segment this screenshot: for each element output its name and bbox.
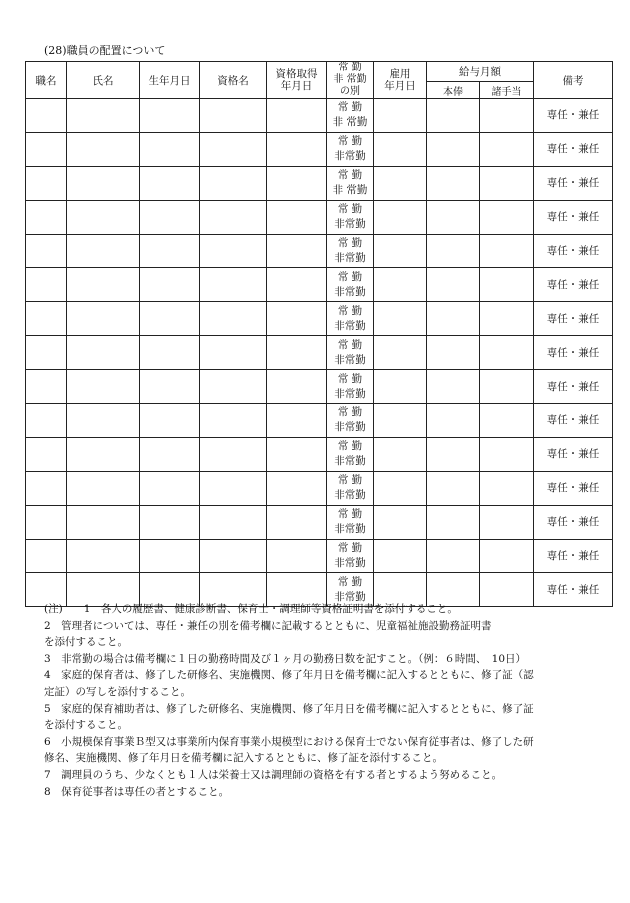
shokumei-cell[interactable] xyxy=(26,302,67,336)
shikaku-date-cell[interactable] xyxy=(267,99,327,133)
jokin-betsu-cell xyxy=(327,234,374,268)
table-row xyxy=(26,166,613,200)
shikakumei-cell[interactable] xyxy=(200,336,267,370)
shikaku-date-cell[interactable] xyxy=(267,166,327,200)
shikaku-date-cell[interactable] xyxy=(267,132,327,166)
jokin-label: 常 勤 xyxy=(337,372,363,385)
shimei-cell[interactable] xyxy=(67,302,140,336)
table-row xyxy=(26,268,613,302)
hijokin-label: 非 常勤 xyxy=(332,116,368,129)
shokumei-cell[interactable] xyxy=(26,99,67,133)
teate-cell[interactable] xyxy=(480,234,534,268)
koyo-date-cell[interactable] xyxy=(374,336,427,370)
note-line: 3 非常勤の場合は備考欄に１日の勤務時間及び１ヶ月の勤務日数を記すこと。（例：６時間、 10日） xyxy=(44,652,527,665)
teate-cell[interactable] xyxy=(480,302,534,336)
koyo-date-cell[interactable] xyxy=(374,132,427,166)
shimei-cell[interactable] xyxy=(67,336,140,370)
jokin-label: 常 勤 xyxy=(337,508,363,521)
header-shikaku-date xyxy=(267,62,327,99)
note-line: 8 保育従事者は専任の者とすること。 xyxy=(44,785,230,798)
jokin-label: 常 勤 xyxy=(337,270,363,283)
shikakumei-cell[interactable] xyxy=(200,370,267,404)
biko-cell xyxy=(534,437,613,471)
section-title: (28)職員の配置について xyxy=(44,44,166,57)
biko-cell xyxy=(534,336,613,370)
koyo-date-cell[interactable] xyxy=(374,99,427,133)
senin-kennin-label: 専任・兼任 xyxy=(546,516,600,529)
note-line: 5 家庭的保育補助者は、修了した研修名、実施機関、修了年月日を備考欄に記入するとともに、修了証 xyxy=(44,702,534,715)
teate-cell[interactable] xyxy=(480,200,534,234)
note-line: を添付すること。 xyxy=(44,636,128,649)
seinengappi-cell[interactable] xyxy=(140,99,200,133)
honpo-cell[interactable] xyxy=(427,437,480,471)
header-biko: 備考 xyxy=(534,62,613,99)
teate-cell[interactable] xyxy=(480,505,534,539)
shikakumei-cell[interactable] xyxy=(200,471,267,505)
table-row xyxy=(26,302,613,336)
biko-cell xyxy=(534,234,613,268)
senin-kennin-label: 専任・兼任 xyxy=(546,312,600,325)
jokin-label: 常 勤 xyxy=(337,135,363,148)
shikaku-date-cell[interactable] xyxy=(267,336,327,370)
note-line: (注) 1 各人の履歴書、健康診断書、保育士・調理師等資格証明書を添付すること。 xyxy=(44,603,458,615)
shimei-cell[interactable] xyxy=(67,268,140,302)
teate-cell[interactable] xyxy=(480,370,534,404)
honpo-cell[interactable] xyxy=(427,166,480,200)
shikakumei-cell[interactable] xyxy=(200,505,267,539)
jokin-label: 常 勤 xyxy=(337,169,363,182)
jokin-label: 常 勤 xyxy=(337,237,363,249)
header-koyo-line2: 年月日 xyxy=(384,80,416,92)
seinengappi-cell[interactable] xyxy=(140,336,200,370)
table-row xyxy=(26,437,613,471)
jokin-label: 常 勤 xyxy=(337,575,363,588)
jokin-label: 常 勤 xyxy=(337,338,363,351)
hijokin-label: 非常勤 xyxy=(334,387,366,400)
seinengappi-cell[interactable] xyxy=(140,268,200,302)
honpo-cell[interactable] xyxy=(427,234,480,268)
shokumei-cell[interactable] xyxy=(26,200,67,234)
shikaku-date-cell[interactable] xyxy=(267,437,327,471)
koyo-date-cell[interactable] xyxy=(374,404,427,438)
shikakumei-cell[interactable] xyxy=(200,200,267,234)
seinengappi-cell[interactable] xyxy=(140,437,200,471)
jokin-betsu-cell xyxy=(327,370,374,404)
senin-kennin-label: 専任・兼任 xyxy=(546,278,600,291)
shokumei-cell[interactable] xyxy=(26,336,67,370)
hijokin-label: 非常勤 xyxy=(334,489,366,502)
koyo-date-cell[interactable] xyxy=(374,370,427,404)
shimei-cell[interactable] xyxy=(67,200,140,234)
shokumei-cell[interactable] xyxy=(26,437,67,471)
jokin-label: 常 勤 xyxy=(337,542,363,555)
header-koyo-line1: 雇用 xyxy=(389,68,411,80)
table-row xyxy=(26,200,613,234)
shokumei-cell[interactable] xyxy=(26,370,67,404)
shokumei-cell[interactable] xyxy=(26,132,67,166)
table-row xyxy=(26,370,613,404)
seinengappi-cell[interactable] xyxy=(140,200,200,234)
biko-cell xyxy=(534,166,613,200)
header-koyo-date xyxy=(374,62,427,99)
honpo-cell[interactable] xyxy=(427,539,480,573)
note-line: 6 小規模保育事業Ｂ型又は事業所内保育事業小規模型における保育士でない保育従事者は、修了した研 xyxy=(44,735,534,748)
seinengappi-cell[interactable] xyxy=(140,539,200,573)
header-jokin-line1: 常 勤 xyxy=(338,62,362,73)
header-shimei: 氏名 xyxy=(67,62,140,99)
koyo-date-cell[interactable] xyxy=(374,437,427,471)
hijokin-label: 非常勤 xyxy=(334,523,366,536)
jokin-label: 常 勤 xyxy=(337,304,363,317)
table-row xyxy=(26,505,613,539)
shimei-cell[interactable] xyxy=(67,234,140,268)
senin-kennin-label: 専任・兼任 xyxy=(546,583,600,596)
jokin-label: 常 勤 xyxy=(337,440,363,453)
biko-cell xyxy=(534,200,613,234)
note-line: 修名、実施機関、修了年月日を備考欄に記入するとともに、修了証を添付すること。 xyxy=(44,752,443,765)
shimei-cell[interactable] xyxy=(67,132,140,166)
honpo-cell[interactable] xyxy=(427,505,480,539)
shokumei-cell[interactable] xyxy=(26,505,67,539)
shikakumei-cell[interactable] xyxy=(200,234,267,268)
hijokin-label: 非常勤 xyxy=(334,285,366,298)
shikakumei-cell[interactable] xyxy=(200,268,267,302)
shikaku-date-cell[interactable] xyxy=(267,268,327,302)
jokin-betsu-cell xyxy=(327,404,374,438)
jokin-betsu-cell xyxy=(327,471,374,505)
shikakumei-cell[interactable] xyxy=(200,302,267,336)
senin-kennin-label: 専任・兼任 xyxy=(546,245,600,257)
shimei-cell[interactable] xyxy=(67,99,140,133)
hijokin-label: 非常勤 xyxy=(334,150,366,163)
table-row xyxy=(26,539,613,573)
shikakumei-cell[interactable] xyxy=(200,539,267,573)
shimei-cell[interactable] xyxy=(67,437,140,471)
biko-cell xyxy=(534,99,613,133)
senin-kennin-label: 専任・兼任 xyxy=(546,550,600,563)
biko-cell xyxy=(534,471,613,505)
seinengappi-cell[interactable] xyxy=(140,370,200,404)
shimei-cell[interactable] xyxy=(67,370,140,404)
honpo-cell[interactable] xyxy=(427,200,480,234)
koyo-date-cell[interactable] xyxy=(374,302,427,336)
jokin-betsu-cell xyxy=(327,166,374,200)
seinengappi-cell[interactable] xyxy=(140,132,200,166)
shokumei-cell[interactable] xyxy=(26,539,67,573)
note-line: を添付すること。 xyxy=(44,719,128,732)
senin-kennin-label: 専任・兼任 xyxy=(546,143,600,156)
table-row xyxy=(26,471,613,505)
shikakumei-cell[interactable] xyxy=(200,437,267,471)
biko-cell xyxy=(534,505,613,539)
shokumei-cell[interactable] xyxy=(26,166,67,200)
koyo-date-cell[interactable] xyxy=(374,234,427,268)
shokumei-cell[interactable] xyxy=(26,234,67,268)
jokin-label: 常 勤 xyxy=(337,474,363,487)
honpo-cell[interactable] xyxy=(427,132,480,166)
header-seinengappi: 生年月日 xyxy=(140,62,200,99)
header-jokin-betsu xyxy=(327,62,374,99)
shikaku-date-cell[interactable] xyxy=(267,404,327,438)
shikakumei-cell[interactable] xyxy=(200,99,267,133)
header-jokin-line3: の別 xyxy=(340,86,360,97)
table-row xyxy=(26,336,613,370)
hijokin-label: 非常勤 xyxy=(334,218,366,231)
shikaku-date-cell[interactable] xyxy=(267,505,327,539)
honpo-cell[interactable] xyxy=(427,404,480,438)
shimei-cell[interactable] xyxy=(67,404,140,438)
header-shikakumei: 資格名 xyxy=(200,62,267,99)
header-jokin-line2: 非 常勤 xyxy=(333,74,367,85)
biko-cell xyxy=(534,132,613,166)
header-honpo: 本俸 xyxy=(427,82,480,99)
shimei-cell[interactable] xyxy=(67,539,140,573)
header-kyuyo: 給与月額 xyxy=(427,62,534,82)
note-line: 7 調理員のうち、少なくとも１人は栄養士又は調理師の資格を有する者とするよう努めること。 xyxy=(44,768,503,781)
note-line: 4 家庭的保育者は、修了した研修名、実施機関、修了年月日を備考欄に記入するとともに、修了証（認 xyxy=(44,669,534,682)
senin-kennin-label: 専任・兼任 xyxy=(546,346,600,359)
teate-cell[interactable] xyxy=(480,132,534,166)
hijokin-label: 非常勤 xyxy=(334,590,366,603)
shokumei-cell[interactable] xyxy=(26,268,67,302)
shikaku-date-cell[interactable] xyxy=(267,234,327,268)
koyo-date-cell[interactable] xyxy=(374,268,427,302)
teate-cell[interactable] xyxy=(480,471,534,505)
shokumei-cell[interactable] xyxy=(26,404,67,438)
shikaku-date-cell[interactable] xyxy=(267,302,327,336)
jokin-betsu-cell xyxy=(327,132,374,166)
table-row xyxy=(26,132,613,166)
honpo-cell[interactable] xyxy=(427,268,480,302)
koyo-date-cell[interactable] xyxy=(374,539,427,573)
shikaku-date-cell[interactable] xyxy=(267,370,327,404)
senin-kennin-label: 専任・兼任 xyxy=(546,177,600,190)
honpo-cell[interactable] xyxy=(427,370,480,404)
header-shikaku-date-line1: 資格取得 xyxy=(275,68,318,80)
shikaku-date-cell[interactable] xyxy=(267,471,327,505)
biko-cell xyxy=(534,539,613,573)
hijokin-label: 非常勤 xyxy=(334,252,366,264)
biko-cell xyxy=(534,268,613,302)
jokin-label: 常 勤 xyxy=(337,406,363,419)
honpo-cell[interactable] xyxy=(427,471,480,505)
notes-section xyxy=(44,601,594,800)
jokin-betsu-cell xyxy=(327,302,374,336)
jokin-betsu-cell xyxy=(327,539,374,573)
table-row xyxy=(26,99,613,133)
shokumei-cell[interactable] xyxy=(26,471,67,505)
teate-cell[interactable] xyxy=(480,437,534,471)
shikakumei-cell[interactable] xyxy=(200,132,267,166)
shikakumei-cell[interactable] xyxy=(200,166,267,200)
jokin-betsu-cell xyxy=(327,505,374,539)
jokin-label: 常 勤 xyxy=(337,101,363,114)
shikaku-date-cell[interactable] xyxy=(267,539,327,573)
seinengappi-cell[interactable] xyxy=(140,471,200,505)
staff-table xyxy=(25,61,613,607)
koyo-date-cell[interactable] xyxy=(374,166,427,200)
senin-kennin-label: 専任・兼任 xyxy=(546,380,600,393)
header-teate: 諸手当 xyxy=(480,82,534,99)
seinengappi-cell[interactable] xyxy=(140,166,200,200)
seinengappi-cell[interactable] xyxy=(140,302,200,336)
header-shikaku-date-line2: 年月日 xyxy=(280,80,313,92)
shimei-cell[interactable] xyxy=(67,471,140,505)
teate-cell[interactable] xyxy=(480,268,534,302)
teate-cell[interactable] xyxy=(480,99,534,133)
koyo-date-cell[interactable] xyxy=(374,200,427,234)
shikakumei-cell[interactable] xyxy=(200,404,267,438)
jokin-betsu-cell xyxy=(327,437,374,471)
senin-kennin-label: 専任・兼任 xyxy=(546,211,600,224)
honpo-cell[interactable] xyxy=(427,302,480,336)
jokin-betsu-cell xyxy=(327,99,374,133)
senin-kennin-label: 専任・兼任 xyxy=(546,482,600,495)
hijokin-label: 非常勤 xyxy=(334,455,366,468)
header-shokumei: 職名 xyxy=(26,62,67,99)
jokin-label: 常 勤 xyxy=(337,203,363,216)
biko-cell xyxy=(534,370,613,404)
hijokin-label: 非常勤 xyxy=(334,319,366,332)
teate-cell[interactable] xyxy=(480,404,534,438)
teate-cell[interactable] xyxy=(480,539,534,573)
teate-cell[interactable] xyxy=(480,336,534,370)
hijokin-label: 非常勤 xyxy=(334,557,366,570)
seinengappi-cell[interactable] xyxy=(140,404,200,438)
senin-kennin-label: 専任・兼任 xyxy=(546,109,600,122)
shimei-cell[interactable] xyxy=(67,166,140,200)
hijokin-label: 非 常勤 xyxy=(332,184,368,197)
honpo-cell[interactable] xyxy=(427,99,480,133)
koyo-date-cell[interactable] xyxy=(374,505,427,539)
biko-cell xyxy=(534,302,613,336)
table-row xyxy=(26,404,613,438)
koyo-date-cell[interactable] xyxy=(374,471,427,505)
note-line: 2 管理者については、専任・兼任の別を備考欄に記載するとともに、児童福祉施設勤務証明書 xyxy=(44,619,492,632)
biko-cell xyxy=(534,404,613,438)
seinengappi-cell[interactable] xyxy=(140,505,200,539)
honpo-cell[interactable] xyxy=(427,336,480,370)
hijokin-label: 非常勤 xyxy=(334,353,366,366)
senin-kennin-label: 専任・兼任 xyxy=(546,448,600,461)
teate-cell[interactable] xyxy=(480,166,534,200)
shikaku-date-cell[interactable] xyxy=(267,200,327,234)
shimei-cell[interactable] xyxy=(67,505,140,539)
table-row xyxy=(26,234,613,268)
jokin-betsu-cell xyxy=(327,336,374,370)
hijokin-label: 非常勤 xyxy=(334,421,366,434)
note-line: 定証）の写しを添付すること。 xyxy=(44,685,191,698)
jokin-betsu-cell xyxy=(327,200,374,234)
seinengappi-cell[interactable] xyxy=(140,234,200,268)
jokin-betsu-cell xyxy=(327,268,374,302)
senin-kennin-label: 専任・兼任 xyxy=(546,414,600,427)
